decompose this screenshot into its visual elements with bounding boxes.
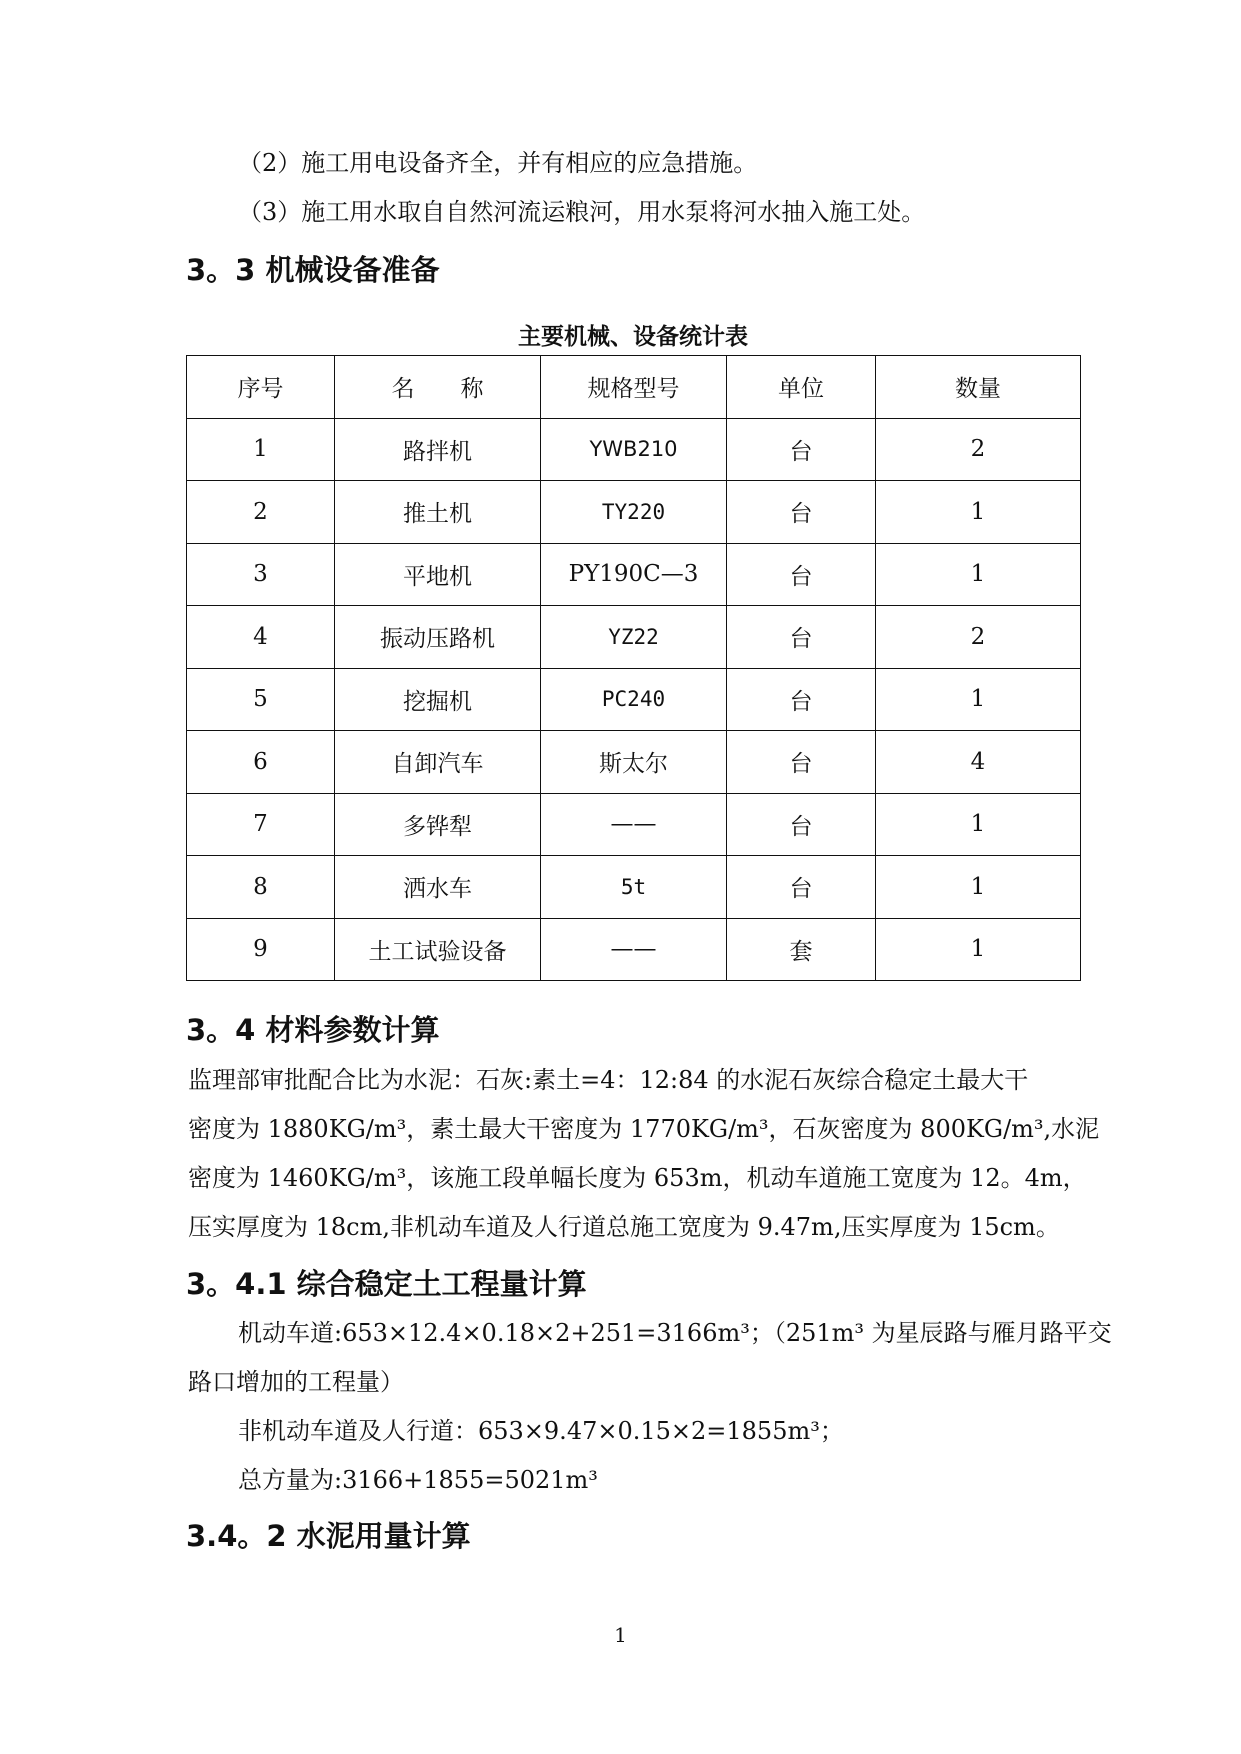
paragraph-material-line-1: 监理部审批配合比为水泥：石灰:素土=4：12:84 的水泥石灰综合稳定土最大干 [188, 1066, 1029, 1094]
cell-quantity: 1 [876, 856, 1081, 919]
paragraph-total-volume: 总方量为:3166+1855=5021m³ [238, 1466, 598, 1494]
cell-model: PC240 [541, 668, 727, 731]
table-row [187, 418, 1081, 481]
cell-index: 3 [187, 543, 335, 606]
cell-name: 洒水车 [335, 856, 541, 919]
cell-model: TY220 [541, 481, 727, 544]
cell-quantity: 1 [876, 793, 1081, 856]
cell-unit: 台 [727, 793, 876, 856]
header-cell-name: 名 称 [335, 356, 541, 419]
cell-name: 路拌机 [335, 418, 541, 481]
cell-quantity: 1 [876, 481, 1081, 544]
cell-quantity: 1 [876, 668, 1081, 731]
cell-unit: 台 [727, 856, 876, 919]
cell-index: 7 [187, 793, 335, 856]
paragraph-water: （3）施工用水取自自然河流运粮河，用水泵将河水抽入施工处。 [238, 198, 926, 226]
cell-index: 9 [187, 918, 335, 981]
paragraph-material-line-3: 密度为 1460KG/m³，该施工段单幅长度为 653m，机动车道施工宽度为 12。4m， [188, 1164, 1087, 1192]
table-row [187, 856, 1081, 919]
table-caption: 主要机械、设备统计表 [518, 324, 748, 350]
cell-quantity: 2 [876, 606, 1081, 669]
paragraph-motorway-note: 路口增加的工程量） [188, 1368, 404, 1396]
paragraph-nonmotorway-calc: 非机动车道及人行道：653×9.47×0.15×2=1855m³； [238, 1417, 844, 1445]
cell-model: —— [541, 793, 727, 856]
cell-name: 推土机 [335, 481, 541, 544]
table-row [187, 731, 1081, 794]
cell-unit: 台 [727, 731, 876, 794]
table-row [187, 606, 1081, 669]
header-cell-index: 序号 [187, 356, 335, 419]
header-cell-quantity: 数量 [876, 356, 1081, 419]
cell-name: 平地机 [335, 543, 541, 606]
section-heading-3-3: 3。3 机械设备准备 [186, 253, 440, 287]
page-number: 1 [614, 1623, 627, 1647]
cell-quantity: 1 [876, 918, 1081, 981]
cell-index: 8 [187, 856, 335, 919]
table-row [187, 793, 1081, 856]
cell-model: YZ22 [541, 606, 727, 669]
cell-unit: 台 [727, 668, 876, 731]
paragraph-motorway-calc: 机动车道:653×12.4×0.18×2+251=3166m³；（251m³ 为星辰路与雁月路平交 [238, 1319, 1112, 1347]
paragraph-power: （2）施工用电设备齐全，并有相应的应急措施。 [238, 149, 758, 177]
section-heading-3-4-1: 3。4.1 综合稳定土工程量计算 [186, 1267, 587, 1301]
table-row [187, 668, 1081, 731]
cell-index: 1 [187, 418, 335, 481]
cell-unit: 套 [727, 918, 876, 981]
table-row [187, 918, 1081, 981]
section-heading-3-4-2: 3.4。2 水泥用量计算 [186, 1519, 471, 1553]
cell-name: 土工试验设备 [335, 918, 541, 981]
cell-unit: 台 [727, 543, 876, 606]
cell-index: 6 [187, 731, 335, 794]
cell-unit: 台 [727, 606, 876, 669]
paragraph-material-line-4: 压实厚度为 18cm,非机动车道及人行道总施工宽度为 9.47m,压实厚度为 15cm。 [188, 1213, 1060, 1241]
cell-quantity: 1 [876, 543, 1081, 606]
cell-index: 2 [187, 481, 335, 544]
cell-index: 4 [187, 606, 335, 669]
equipment-table [186, 355, 1081, 981]
cell-name: 挖掘机 [335, 668, 541, 731]
cell-model: PY190C—3 [541, 543, 727, 606]
cell-model: YWB210 [541, 418, 727, 481]
table-row [187, 481, 1081, 544]
section-heading-3-4: 3。4 材料参数计算 [186, 1013, 440, 1047]
cell-quantity: 4 [876, 731, 1081, 794]
cell-unit: 台 [727, 481, 876, 544]
header-cell-model: 规格型号 [541, 356, 727, 419]
table-row [187, 543, 1081, 606]
cell-name: 振动压路机 [335, 606, 541, 669]
table-header-row [187, 356, 1081, 419]
cell-quantity: 2 [876, 418, 1081, 481]
paragraph-material-line-2: 密度为 1880KG/m³，素土最大干密度为 1770KG/m³，石灰密度为 800KG/m³,水泥 [188, 1115, 1100, 1143]
cell-name: 多铧犁 [335, 793, 541, 856]
cell-index: 5 [187, 668, 335, 731]
cell-unit: 台 [727, 418, 876, 481]
cell-name: 自卸汽车 [335, 731, 541, 794]
cell-model: 5t [541, 856, 727, 919]
header-cell-unit: 单位 [727, 356, 876, 419]
cell-model: —— [541, 918, 727, 981]
cell-model: 斯太尔 [541, 731, 727, 794]
